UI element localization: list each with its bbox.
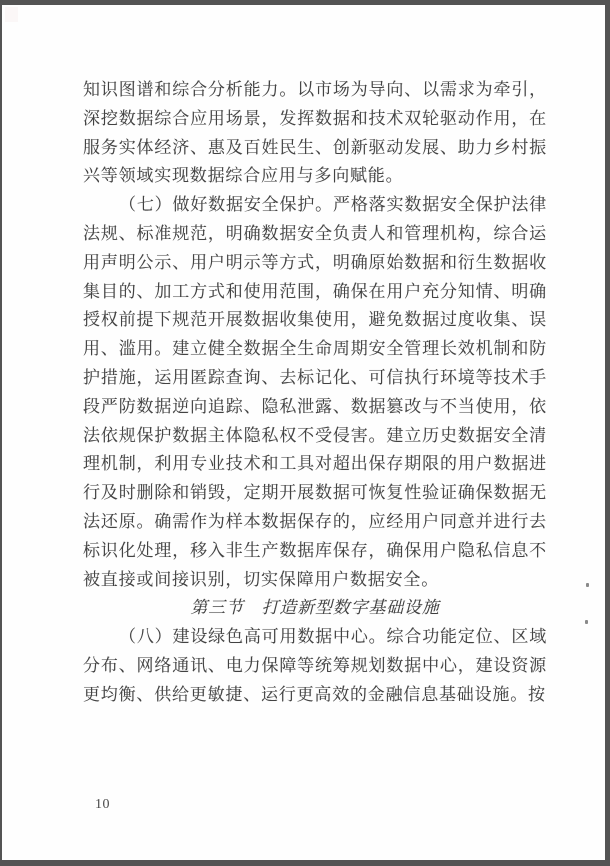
scan-artifact bbox=[585, 620, 588, 624]
paragraph-continuation: 知识图谱和综合分析能力。以市场为导向、以需求为牵引，深挖数据综合应用场景，发挥数据和技术双轮驱动作用，在服务实体经济、惠及百姓民生、创新驱动发展、助力乡村振兴等领域实现数据综合应用与多向赋能。 bbox=[83, 80, 547, 186]
scan-edge-right bbox=[605, 0, 610, 866]
scan-edge-left bbox=[0, 0, 2, 866]
scan-artifact bbox=[586, 583, 589, 587]
page-number: 10 bbox=[95, 797, 110, 812]
scan-edge-bottom bbox=[0, 860, 610, 866]
paragraph-item-seven: （七）做好数据安全保护。严格落实数据安全保护法律法规、标准规范，明确数据安全负责人和管理机构，综合运用声明公示、用户明示等方式，明确原始数据和衍生数据收集目的、加工方式和使用范围，确保在用户充分知情、明确授权前提下规范开展数据收集使用，避免数据过度收集、误用、滥用。建立健全数据全生命周期安全管理长效机制和防护措施，运用匿踪查询、去标记化、可信执行环境等技术手段严防数据逆向追踪、隐私泄露、数据篡改与不当使用，依法依规保护数据主体隐私权不受侵害。建立历史数据安全清理机制，利用专业技术和工具对超出保存期限的用户数据进行及时删除和销毁，定期开展数据可恢复性验证确保数据无法还原。确需作为样本数据保存的，应经用户同意并进行去标识化处理，移入非生产数据库保存，确保用户隐私信息不被直接或间接识别，切实保障用户数据安全。 bbox=[83, 195, 547, 589]
scan-edge-top bbox=[0, 0, 610, 5]
section-heading: 第三节 打造新型数字基础设施 bbox=[190, 598, 440, 618]
document-body bbox=[83, 76, 547, 710]
scan-blemish bbox=[5, 7, 18, 22]
paragraph-item-eight: （八）建设绿色高可用数据中心。综合功能定位、区域分布、网络通讯、电力保障等统筹规划数据中心，建设资源更均衡、供给更敏捷、运行更高效的金融信息基础设施。按 bbox=[83, 627, 547, 704]
